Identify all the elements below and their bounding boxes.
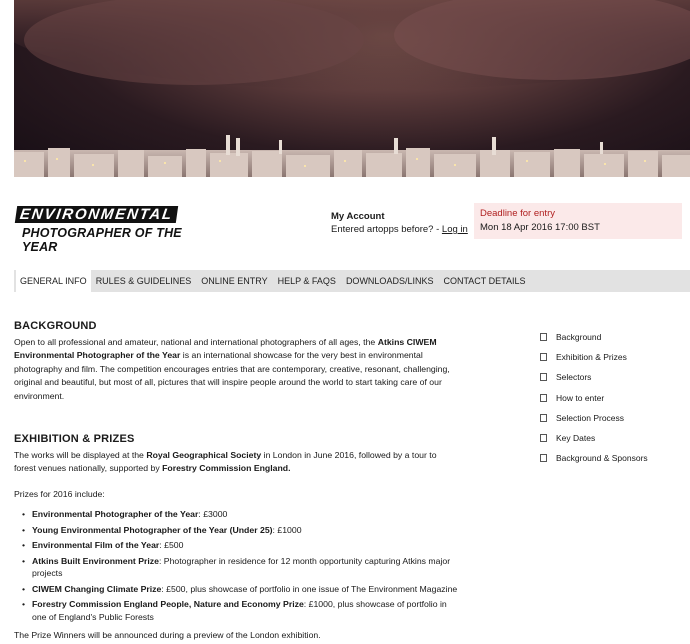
prize-desc: : £1000, plus showcase of portfolio in one of England's Public Forests [32, 599, 447, 622]
list-item [22, 598, 460, 623]
login-prompt-text: Entered artopps before? - [331, 224, 442, 235]
exhibition-sponsor: Forestry Commission England. [162, 463, 291, 473]
prize-name: Atkins Built Environment Prize [32, 555, 159, 566]
exhibition-heading: EXHIBITION & PRIZES [14, 433, 135, 445]
tab-contact-details[interactable]: CONTACT DETAILS [443, 276, 526, 286]
hero-banner-photo [14, 0, 690, 177]
background-text-1: Open to all professional and amateur, national and international photographers of all ages, the [14, 336, 378, 347]
prize-desc: : Photographer in residence for 12 month opportunity capturing Atkins major projects [32, 555, 451, 578]
background-paragraph [14, 336, 460, 404]
checkbox-icon [540, 373, 547, 381]
sidebar-nav [540, 327, 690, 468]
prize-name: Young Environmental Photographer of the Year (Under 25) [32, 524, 273, 535]
list-item [22, 583, 460, 596]
sidebar-item-selectors[interactable] [540, 367, 690, 387]
list-item [22, 508, 460, 521]
logo-line-2: PHOTOGRAPHER OF THE YEAR [22, 226, 182, 254]
background-heading: BACKGROUND [14, 320, 97, 332]
account-title: My Account [331, 211, 385, 222]
section-exhibition-prizes [14, 433, 460, 643]
prize-desc: : £500 [159, 540, 184, 550]
checkbox-icon [540, 454, 547, 462]
logo-line-1: ENVIRONMENTAL [15, 206, 179, 223]
prize-name: Environmental Photographer of the Year [32, 509, 199, 519]
tab-help-faqs[interactable]: HELP & FAQS [277, 276, 336, 286]
sidebar-item-label: Background & Sponsors [556, 453, 648, 464]
sidebar-item-label: Key Dates [556, 433, 596, 444]
exhibition-text-1: The works will be displayed at the [14, 449, 147, 460]
account-panel [331, 210, 468, 236]
sidebar-item-label: Background [556, 332, 602, 343]
checkbox-icon [540, 434, 547, 442]
main-nav [14, 270, 690, 292]
prizes-intro: Prizes for 2016 include: [14, 488, 105, 499]
tab-downloads-links[interactable]: DOWNLOADS/LINKS [345, 276, 434, 286]
prize-name: Environmental Film of the Year [32, 540, 160, 550]
sidebar-item-selection-process[interactable] [540, 408, 690, 428]
prize-name: Forestry Commission England People, Nature and Economy Prize [32, 599, 304, 609]
city-skyline-illustration [14, 0, 690, 177]
prize-name: CIWEM Changing Climate Prize [32, 583, 162, 594]
checkbox-icon [540, 394, 547, 402]
prizes-list [14, 508, 460, 623]
sidebar-item-key-dates[interactable] [540, 428, 690, 448]
sidebar-item-exhibition-prizes[interactable] [540, 347, 690, 367]
prize-desc: : £1000 [272, 524, 302, 535]
sidebar-item-label: Exhibition & Prizes [556, 352, 627, 363]
checkbox-icon [540, 414, 547, 422]
exhibition-venue: Royal Geographical Society [146, 449, 262, 460]
site-logo[interactable] [16, 206, 216, 254]
list-item [22, 524, 460, 537]
deadline-box [474, 203, 682, 239]
login-link[interactable]: Log in [441, 224, 468, 235]
checkbox-icon [540, 333, 547, 341]
login-prompt [331, 223, 468, 236]
sidebar-item-background-sponsors[interactable] [540, 448, 690, 468]
background-text-bold: Atkins CIWEM Environmental Photographer of the Year [14, 336, 437, 360]
sidebar-item-label: Selection Process [556, 412, 625, 423]
sidebar-item-label: Selectors [556, 372, 592, 383]
sidebar-item-label: How to enter [556, 392, 605, 403]
tab-online-entry[interactable]: ONLINE ENTRY [201, 276, 268, 286]
prize-desc: : £3000 [198, 509, 228, 519]
exhibition-paragraph [14, 449, 460, 476]
list-item [22, 539, 460, 552]
checkbox-icon [540, 353, 547, 361]
deadline-label: Deadline for entry [480, 208, 555, 219]
prizes-closing: The Prize Winners will be announced during a preview of the London exhibition. [14, 630, 321, 640]
tab-general-info[interactable]: GENERAL INFO [16, 270, 91, 292]
tab-rules-guidelines[interactable]: RULES & GUIDELINES [95, 276, 192, 286]
sidebar-item-background[interactable] [540, 327, 690, 347]
sidebar-item-how-to-enter[interactable] [540, 388, 690, 408]
deadline-date: Mon 18 Apr 2016 17:00 BST [480, 222, 600, 233]
list-item [22, 555, 460, 580]
main-content [14, 320, 460, 640]
prize-desc: : £500, plus showcase of portfolio in one issue of The Environment Magazine [161, 583, 458, 594]
background-text-2: is an international showcase for the very best in environmental photography and film. The competition encourages entries that are contemporary, creative, resonant, challenging, original and beautiful, but most of all, pictures that will inspire people around the world to start taking care of our environment. [14, 350, 450, 401]
exhibition-text-2: in London in June 2016, followed by a tour to forest venues nationally, supported by [14, 449, 437, 473]
section-background [14, 320, 460, 403]
